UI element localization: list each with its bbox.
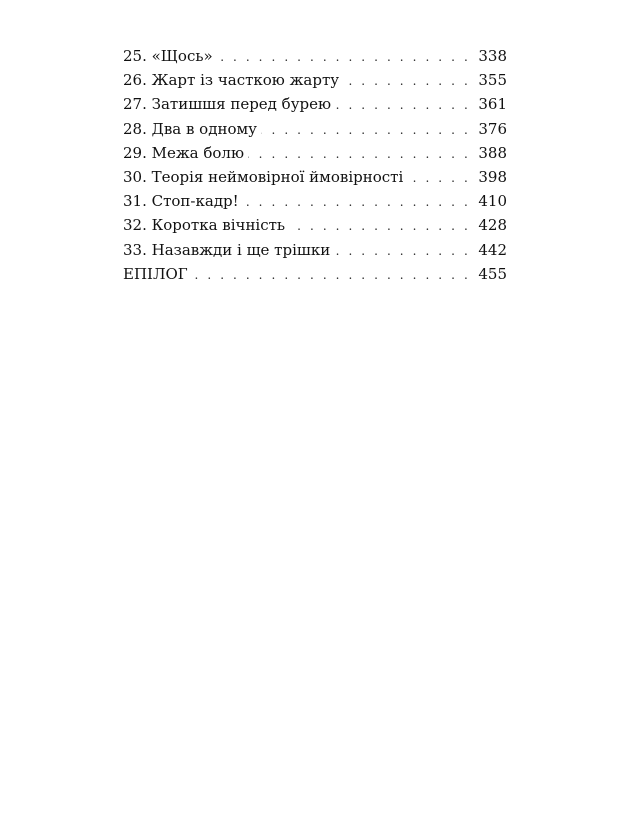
toc-entry-page: 455 — [478, 264, 507, 283]
toc-entry-epilogue — [123, 262, 507, 286]
dot-leader — [192, 263, 471, 287]
toc-entry-title: 29. Межа болю — [123, 143, 245, 162]
toc-entry-title: 32. Коротка вічність — [123, 216, 286, 235]
toc-entry-title: 31. Стоп-кадр! — [123, 192, 239, 211]
toc-entry-29 — [123, 141, 507, 165]
dot-leader — [217, 45, 471, 69]
dot-leader — [334, 239, 470, 263]
toc-entry-32 — [123, 213, 507, 237]
toc-entry-title: 28. Два в одному — [123, 119, 257, 138]
toc-entry-26 — [123, 68, 507, 92]
toc-entry-page: 361 — [478, 95, 507, 114]
dot-leader — [261, 118, 470, 142]
table-of-contents — [123, 44, 507, 286]
toc-entry-title: 26. Жарт із часткою жарту — [123, 71, 340, 90]
dot-leader — [335, 93, 470, 117]
toc-entry-page: 442 — [478, 240, 507, 259]
toc-entry-30 — [123, 165, 507, 189]
dot-leader — [248, 142, 470, 166]
toc-entry-title: 33. Назавжди і ще трішки — [123, 240, 331, 259]
toc-entry-page: 428 — [478, 216, 507, 235]
toc-entry-page: 355 — [478, 71, 507, 90]
toc-entry-25 — [123, 44, 507, 68]
toc-entry-page: 376 — [478, 119, 507, 138]
toc-entry-page: 410 — [478, 192, 507, 211]
dot-leader — [243, 190, 471, 214]
toc-entry-33 — [123, 238, 507, 262]
toc-entry-title: 30. Теорія неймовірної ймовірності — [123, 167, 404, 186]
dot-leader — [407, 166, 470, 190]
toc-entry-title: 25. «Щось» — [123, 47, 213, 65]
toc-entry-title: ЕПІЛОГ — [123, 264, 188, 283]
toc-entry-page: 338 — [478, 47, 507, 65]
toc-entry-27 — [123, 92, 507, 116]
dot-leader — [343, 69, 470, 93]
toc-entry-28 — [123, 117, 507, 141]
dot-leader — [289, 214, 470, 238]
toc-entry-page: 388 — [478, 143, 507, 162]
toc-entry-31 — [123, 189, 507, 213]
toc-entry-page: 398 — [478, 167, 507, 186]
toc-entry-title: 27. Затишшя перед бурею — [123, 95, 332, 114]
